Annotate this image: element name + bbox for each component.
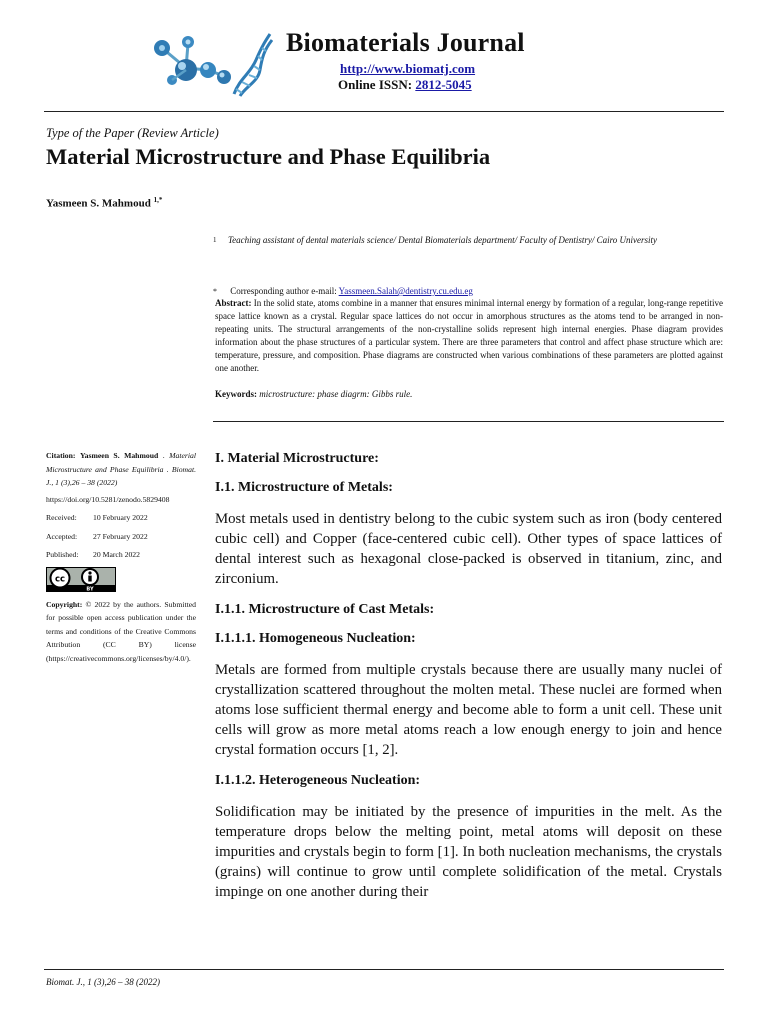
issn-line: [338, 77, 472, 93]
dna-helix-graphic: [234, 34, 272, 96]
body-paragraph: Most metals used in dentistry belong to the cubic system such as iron (body centered cubic cell) and Copper (face-centered cubic cell). Other types of space lattices of dental interest such as hexagonal close-packed is observed in titanium, zinc, and zirconium.: [215, 511, 722, 587]
journal-title: Biomaterials Journal: [286, 28, 525, 57]
keywords-label: Keywords:: [215, 389, 257, 399]
keywords: [215, 389, 412, 399]
accepted-row: [46, 530, 196, 544]
published-date: 20 March 2022: [93, 550, 140, 559]
affiliation-text: Teaching assistant of dental materials science/ Dental Biomaterials department/ Faculty of Dentistry/ Cairo University: [228, 235, 658, 245]
doi-link[interactable]: https://doi.org/10.5281/zenodo.5829408: [46, 494, 170, 504]
accepted-label: Accepted:: [46, 531, 78, 541]
author-line: [46, 196, 162, 210]
molecule-graphic: [154, 36, 231, 85]
sidebar: [46, 449, 196, 665]
citation-dot: .: [162, 451, 165, 460]
author-name: Yasmeen S. Mahmoud: [46, 197, 151, 210]
keywords-value: microstructure: phase diagrm: Gibbs rule.: [259, 389, 413, 399]
nucleation-heading: I.1.1.1. Homogeneous Nucleation:: [215, 631, 416, 646]
affiliation-number: 1: [213, 236, 217, 244]
issn-link[interactable]: 2812-5045: [415, 77, 472, 92]
issn-label: Online ISSN:: [338, 77, 413, 92]
published-label: Published:: [46, 550, 79, 559]
subsubsection-heading: I.1.1. Microstructure of Cast Metals:: [215, 602, 435, 617]
received-date: 10 February 2022: [93, 513, 148, 522]
citation-label: Citation:: [46, 451, 76, 460]
accepted-date: 27 February 2022: [93, 531, 148, 541]
paper-title: Material Microstructure and Phase Equilibria: [46, 144, 491, 169]
journal-url-link[interactable]: http://www.biomatj.com: [340, 61, 476, 76]
abstract-divider: [213, 421, 724, 422]
body-paragraph: Solidification may be initiated by the presence of impurities in the melt. As the temperature drops below the melting point, metal atoms will deposit on these impurities and crystals begin to form [1]. In both nucleation mechanisms, the crystals (grains) will continue to grow until complete solidification of the metal. Crystals impinge on one another during their: [215, 804, 722, 900]
subsection-heading: I.1. Microstructure of Metals:: [215, 480, 393, 495]
footer-divider: [44, 969, 724, 970]
dates: [46, 511, 196, 562]
article-body: [215, 451, 722, 902]
citation-author: Yasmeen S. Mahmoud: [79, 451, 159, 460]
abstract: [215, 297, 723, 374]
cc-by-license-icon[interactable]: [46, 567, 116, 592]
published-row: [46, 548, 196, 562]
header-divider: [44, 111, 724, 112]
copyright: [46, 598, 196, 666]
copyright-label: Copyright:: [46, 599, 83, 609]
journal-logo: [148, 30, 273, 100]
section-heading: I. Material Microstructure:: [215, 451, 379, 466]
abstract-label: Abstract:: [215, 298, 252, 308]
corr-label: Corresponding author e-mail:: [230, 286, 337, 296]
author-superscript: 1,*: [153, 196, 163, 204]
copyright-text: © 2022 by the authors. Submitted for possible open access publication under the terms and conditions of the Creative Commons Attribution (CC BY) license (https://creativecommons.org/licenses/by/4.0/).: [46, 599, 196, 663]
citation-title: Material Microstructure and Phase Equilibria . Biomat. J., 1 (3),26 – 38 (2022): [46, 451, 197, 487]
corr-mark: *: [213, 287, 217, 296]
cc-by-text: BY: [86, 586, 94, 592]
footer-citation: Biomat. J., 1 (3),26 – 38 (2022): [46, 977, 160, 987]
svg-text:cc: cc: [54, 574, 66, 584]
citation: [46, 449, 196, 490]
body-paragraph: Metals are formed from multiple crystals because there are usually many nuclei of crystallization scattered throughout the molten metal. These nuclei are formed when atoms lose sufficient thermal energy and become able to form a unit cell. These unit cells will grow as more metal atoms reach a low enough energy to join and hence crystal formation occurs [1, 2].: [215, 662, 722, 758]
heterogeneous-heading: I.1.1.2. Heterogeneous Nucleation:: [215, 773, 421, 788]
affiliation: [213, 234, 723, 246]
paper-type: Type of the Paper (Review Article): [46, 126, 219, 140]
received-label: Received:: [46, 513, 77, 522]
received-row: [46, 511, 196, 525]
abstract-text: In the solid state, atoms combine in a manner that ensures minimal internal energy by formation of a regular, long-range repetitive space lattice known as a crystal. Regular space lattices do not occur in amorphous structures as the atoms tend to be arranged in non-repeating units. The structural arrangements of the non-crystalline solids represent high internal energies. Phase diagram provides information about the phase structures of a particular system. There are three parameters that control and affect phase structure which are: temperature, pressure, and composition. Phase diagrams are constructed when various combinations of these parameters are plotted against one another.: [215, 298, 724, 373]
corr-email-link[interactable]: Yassmeen.Salah@dentistry.cu.edu.eg: [338, 286, 473, 296]
